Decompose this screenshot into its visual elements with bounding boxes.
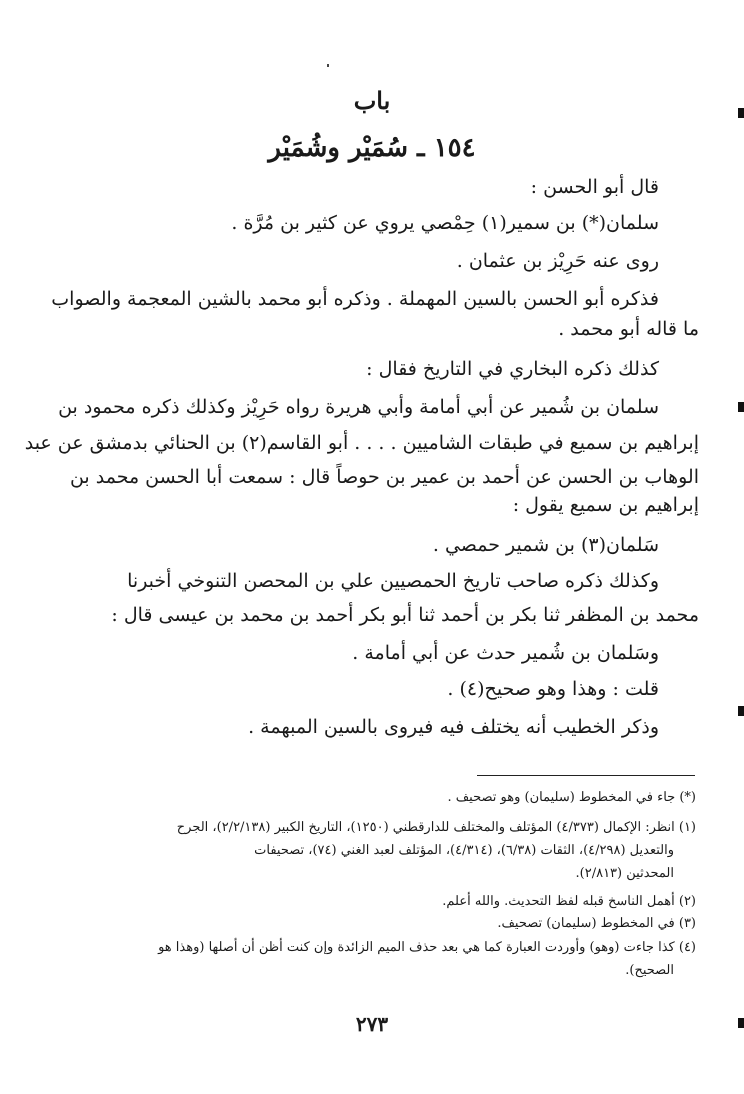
text-line-10: إبراهيم بن سميع يقول : (512, 494, 699, 516)
footnote-3: (٣) في المخطوط (سليمان) تصحيف. (497, 916, 696, 931)
footnote-separator (477, 775, 695, 776)
text-line-14: وسَلمان بن شُمير حدث عن أبي أمامة . (352, 642, 659, 664)
text-line-16: وذكر الخطيب أنه يختلف فيه فيروى بالسين المبهمة . (248, 716, 659, 738)
text-line-15: قلت : وهذا وهو صحيح(٤) . (447, 678, 659, 700)
margin-mark (738, 706, 744, 716)
text-line-6: كذلك ذكره البخاري في التاريخ فقال : (366, 358, 659, 380)
text-line-1: قال أبو الحسن : (530, 176, 659, 198)
text-line-12: وكذلك ذكره صاحب تاريخ الحمصيين علي بن المحصن التنوخي أخبرنا (127, 570, 659, 592)
margin-mark (738, 1018, 744, 1028)
text-line-13: محمد بن المظفر ثنا بكر بن أحمد ثنا أبو بكر أحمد بن محمد بن عيسى قال : (111, 604, 699, 626)
margin-mark (738, 108, 744, 118)
text-line-11: سَلمان(٣) بن شمير حمصي . (432, 534, 659, 556)
text-line-2: سلمان(*) بن سمير(١) حِمْصي يروي عن كثير بن مُرَّة . (231, 212, 659, 234)
page-number: ٢٧٣ (355, 1012, 389, 1036)
footnote-1-cont: والتعديل (٤/٢٩٨)، الثقات (٦/٣٨)، (٤/٣١٤)، المؤتلف لعبد الغني (٧٤)، تصحيفات (254, 843, 674, 858)
footnote-1-cont-2: المحدثين (٢/٨١٣). (575, 866, 674, 881)
footnote-star: (*) جاء في المخطوط (سليمان) وهو تصحيف . (447, 790, 696, 805)
entry-title: ١٥٤ ـ سُمَيْر وشُمَيْر (268, 133, 476, 163)
text-line-5: ما قاله أبو محمد . (558, 318, 699, 340)
text-line-4: فذكره أبو الحسن بالسين المهملة . وذكره أبو محمد بالشين المعجمة والصواب (51, 288, 659, 310)
text-line-8: إبراهيم بن سميع في طبقات الشاميين . . . . أبو القاسم(٢) بن الحنائي بدمشق عن عبد (24, 432, 699, 454)
footnote-1: (١) انظر: الإكمال (٤/٣٧٣) المؤتلف والمختلف للدارقطني (١٢٥٠)، التاريخ الكبير (٢/٢/١٣٨)، الجرح (176, 820, 696, 835)
chapter-heading: باب (353, 86, 391, 115)
margin-mark (738, 402, 744, 412)
footnote-4-cont: الصحيح). (625, 963, 674, 978)
text-line-7: سلمان بن شُمير عن أبي أمامة وأبي هريرة رواه حَرِيْز وكذلك ذكره محمود بن (58, 396, 659, 418)
text-line-3: روى عنه حَرِيْز بن عثمان . (456, 250, 659, 272)
scan-speck (327, 64, 329, 67)
text-line-9: الوهاب بن الحسن عن أحمد بن عمير بن حوصاً قال : سمعت أبا الحسن محمد بن (69, 466, 699, 488)
footnote-2: (٢) أهمل الناسخ قبله لفظ التحديث. والله أعلم. (442, 894, 696, 909)
footnote-4: (٤) كذا جاءت (وهو) وأوردت العبارة كما هي بعد حذف الميم الزائدة وإن كنت أظن أن أصلها (وهذا هو (158, 940, 696, 955)
